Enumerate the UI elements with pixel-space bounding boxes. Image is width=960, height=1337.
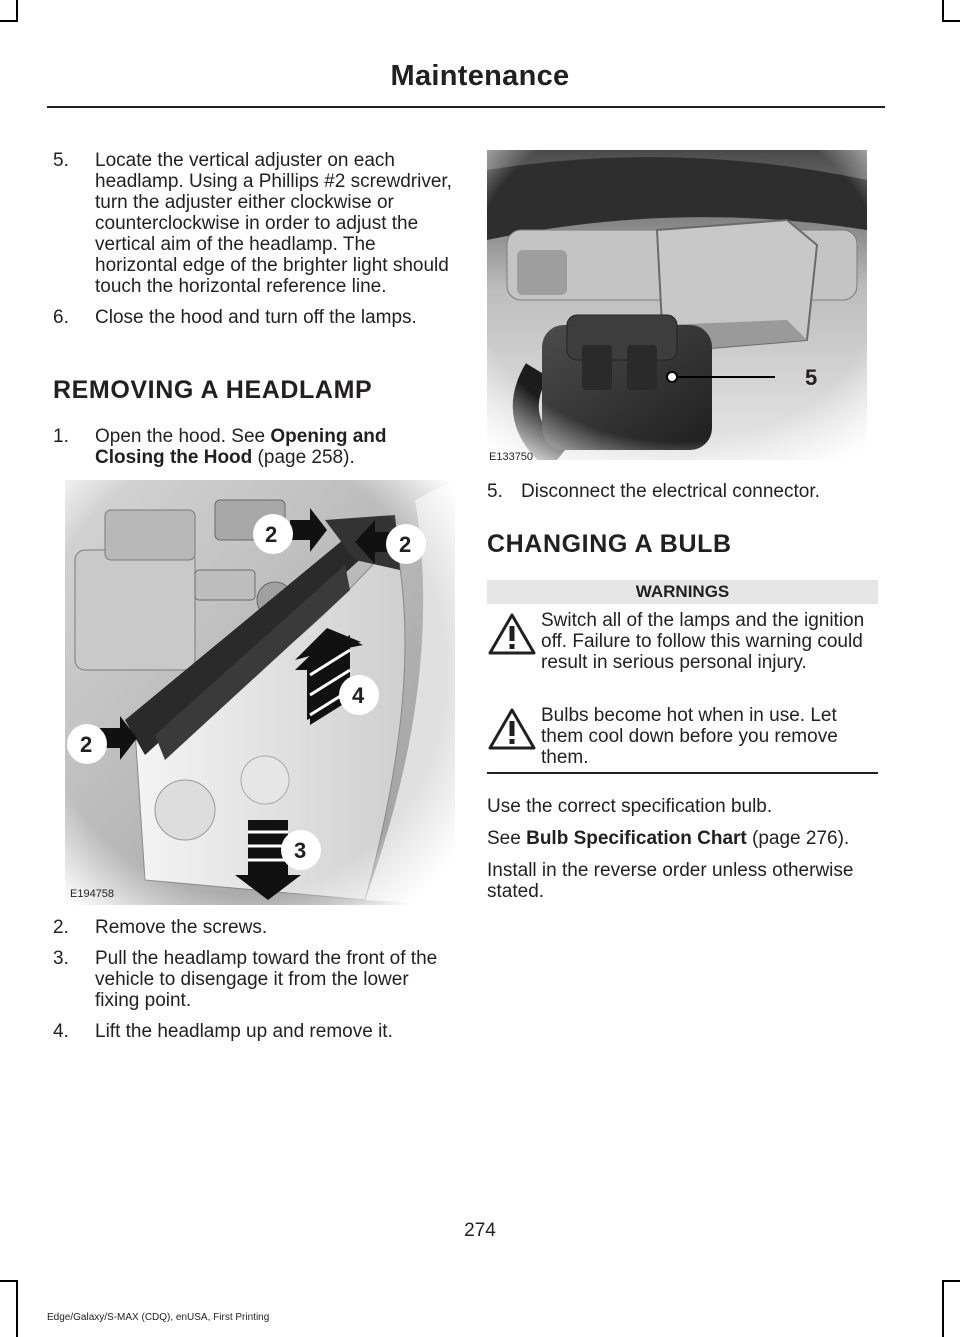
crop-mark [942, 0, 944, 20]
header-divider [47, 106, 885, 108]
section-heading-removing-headlamp: REMOVING A HEADLAMP [53, 376, 373, 404]
warning-item-1 [487, 610, 880, 673]
step-5-disconnect [487, 481, 887, 502]
crop-mark [942, 1280, 944, 1337]
step-number: 4. [53, 1021, 69, 1042]
warning-text: Bulbs become hot when in use. Let them cool down before you remove them. [541, 705, 838, 768]
callout-4: 4 [352, 683, 365, 708]
left-column-bottom [53, 917, 453, 1052]
warning-text: Switch all of the lamps and the ignition off. Failure to follow this warning could result in serious personal injury. [541, 610, 865, 673]
cross-reference-link[interactable]: Bulb Specification Chart [526, 828, 747, 849]
page-reference: (page 276). [746, 828, 850, 849]
headlamp-illustration [65, 480, 455, 905]
right-column-body [487, 796, 882, 902]
connector-figure [487, 150, 867, 460]
step-number: 2. [53, 917, 69, 938]
callout-2-right: 2 [399, 532, 412, 557]
step-text: Locate the vertical adjuster on each headlamp. Using a Phillips #2 screwdriver, turn the adjuster either clockwise or counterclockwise in order to adjust the vertical aim of the headlamp. The horizontal edge of the brighter light should touch the horizontal reference line. [95, 150, 452, 297]
step-number: 6. [53, 307, 69, 328]
warning-triangle-icon [487, 707, 537, 751]
step-number: 3. [53, 948, 69, 969]
step-text: Close the hood and turn off the lamps. [95, 307, 417, 328]
crop-mark [942, 1280, 960, 1282]
crop-mark [0, 20, 18, 22]
step-1-open-hood [53, 426, 453, 468]
paragraph-text: See [487, 828, 527, 849]
cross-reference-link[interactable]: Opening and Closing the Hood [95, 426, 387, 468]
paragraph-reverse-order: Install in the reverse order unless otherwise stated. [487, 860, 854, 902]
step-text: Open the hood. See [95, 426, 271, 447]
callout-3: 3 [294, 838, 307, 863]
warning-triangle-icon [487, 612, 537, 656]
step-text: Lift the headlamp up and remove it. [95, 1021, 393, 1042]
left-column-step1 [53, 426, 453, 478]
warning-item-2 [487, 705, 880, 768]
crop-mark [0, 1280, 18, 1282]
section-heading-changing-bulb: CHANGING A BULB [487, 530, 732, 558]
step-2-remove-screws [53, 917, 453, 938]
crop-mark [942, 20, 960, 22]
figure-code-right: E133750 [489, 451, 534, 463]
step-number: 5. [53, 150, 69, 171]
footer-text: Edge/Galaxy/S-MAX (CDQ), enUSA, First Printing [47, 1312, 270, 1323]
page-reference: (page 258). [252, 447, 355, 468]
step-text: Pull the headlamp toward the front of the vehicle to disengage it from the lower fixing point. [95, 948, 438, 1011]
electrical-connector-illustration [487, 150, 867, 460]
step-number: 5. [487, 481, 503, 502]
step-number: 1. [53, 426, 69, 447]
warnings-header: WARNINGS [487, 580, 878, 604]
figure-code-left: E194758 [70, 888, 115, 900]
step-6-close-hood [53, 307, 453, 328]
headlamp-removal-figure [65, 480, 455, 905]
callout-2-left: 2 [80, 732, 93, 757]
paragraph-specification: Use the correct specification bulb. [487, 796, 773, 817]
step-5-adjust [53, 150, 453, 297]
step-text: Remove the screws. [95, 917, 268, 938]
crop-mark [16, 1280, 18, 1337]
callout-2-top: 2 [265, 522, 278, 547]
step-3-pull-headlamp [53, 948, 453, 1011]
callout-5: 5 [805, 365, 818, 390]
right-column-step5 [487, 481, 887, 512]
step-text: Disconnect the electrical connector. [521, 481, 820, 502]
step-4-lift-headlamp [53, 1021, 453, 1042]
page-title: Maintenance [390, 60, 570, 92]
paragraph-see-chart [487, 828, 882, 849]
warnings-bottom-rule [487, 772, 878, 774]
crop-mark [16, 0, 18, 20]
page-number: 274 [464, 1220, 496, 1241]
left-column-top [53, 150, 453, 338]
